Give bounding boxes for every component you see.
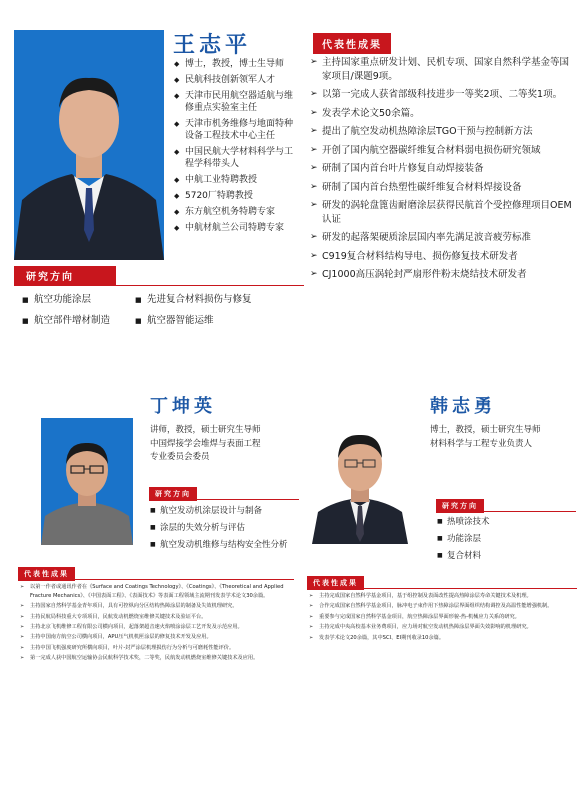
wang-direction-tag: 研究方向 [14,266,116,285]
han-achievement-underline [307,588,577,589]
han-name: 韩志勇 [430,396,496,417]
ding-direction-underline [149,499,299,500]
ding-direction-item: ■ 航空发动机涂层设计与制备 [150,505,310,517]
wang-info-item: ◆ 天津市民用航空器适航与维修重点实验室主任 [174,90,298,114]
wang-photo [14,30,164,260]
wang-info-item: ◆ 天津市机务维修与地面特种设备工程技术中心主任 [174,118,298,142]
wang-info-item: ◆ 东方航空机务特聘专家 [174,206,298,218]
wang-achievement-item: ➢ 主持国家重点研发计划、民机专项、国家自然科学基金等国家项目/课题9项。 [310,56,578,83]
ding-direction-item: ■ 航空发动机维修与结构安全性分析 [150,539,310,551]
han-achievement-item: ➢ 主持完成国家自然科学基金项目，基于组控制及表面改性提高热障涂层寿命关键技术及机理。 [309,592,579,601]
wang-info-item: ◆ 中国民航大学材料科学与工程学科带头人 [174,146,298,170]
ding-desc-line: 讲师，教授，硕士研究生导师 [150,425,261,435]
wang-info-list [174,58,298,238]
ding-achievement-item: ➢ 主持北京飞机维修工程有限公司横向项目，起落架超音速火焰喷涂涂层工艺开发及示范应用。 [20,623,298,632]
ding-achievement-item: ➢ 主持国家自然科学基金青年项目，具有可控纵向分区结构热障涂层的制备及失效机理研究。 [20,602,298,611]
wang-achievement-item: ➢ 研发的涡轮盘篦齿耐磨涂层获得民航首个受控修理项目OEM认证 [310,199,578,226]
han-desc-line: 博士，教授，硕士研究生导师 [430,425,541,435]
ding-achievement-underline [18,579,294,580]
ding-achievement-item: ➢ 主持民航局科技重大专项项目，民航发动机燃烧室维修关键技术及验证平台。 [20,613,298,622]
han-direction-item: ■ 复合材料 [437,550,577,562]
wang-info-item: ◆ 中航材航兰公司特聘专家 [174,222,298,234]
ding-desc-line: 中国焊接学会堆焊与表面工程 [150,438,261,449]
wang-achievement-item: ➢ 发表学术论文50余篇。 [310,107,578,121]
wang-achievement-item: ➢ 研发的起落架硬质涂层国内率先满足波音疲劳标准 [310,231,578,245]
han-direction-item: ■ 热喷涂技术 [437,516,577,528]
wang-achievement-item: ➢ 研制了国内首台叶片修复自动焊接装备 [310,162,578,176]
wang-info-item: ◆ 5720厂特聘教授 [174,190,298,202]
han-direction-item: ■ 功能涂层 [437,533,577,545]
han-direction-tag: 研究方向 [436,499,484,513]
han-direction-list [437,516,577,567]
ding-direction-tag: 研究方向 [149,487,197,501]
wang-info-item: ◆ 博士，教授，博士生导师 [174,58,298,70]
ding-achievement-item: ➢ 主持中国飞机强度研究所横向项目，叶片-封严涂层机理损伤行为分析与可磨耗性能评价。 [20,644,298,653]
ding-name: 丁坤英 [150,396,216,417]
wang-info-item: ◆ 中航工业特聘教授 [174,174,298,186]
wang-direction-list-left [22,294,132,327]
wang-achievement-item: ➢ 提出了航空发动机热障涂层TGO干预与控制新方法 [310,125,578,139]
ding-direction-list [150,505,310,556]
wang-direction-underline [14,285,304,286]
wang-achievement-item: ➢ C919复合材料结构导电、损伤修复技术研发者 [310,250,578,264]
ding-achievement-tag: 代表性成果 [18,567,75,581]
wang-name: 王志平 [173,33,252,58]
han-achievement-list [309,592,579,644]
wang-direction-item: ■ 航空部件增材制造 [22,315,132,327]
ding-achievement-list [20,583,298,665]
wang-info-item: ◆ 民航科技创新领军人才 [174,74,298,86]
ding-description [150,424,300,465]
wang-achievement-tag: 代表性成果 [313,33,391,54]
han-photo [312,412,408,544]
wang-achievement-item: ➢ 开创了国内航空器碳纤维复合材料弱电损伤研究领域 [310,144,578,158]
wang-achievement-list [310,56,578,287]
han-achievement-item: ➢ 主持完成中央高校基本业务费项目，应力场对航空发动机热障涂层界面失效影响的机理研究。 [309,623,579,632]
wang-achievement-item: ➢ 以第一完成人获省部级科技进步一等奖2项、二等奖1项。 [310,88,578,102]
ding-achievement-item: ➢ 主持中国南方航空公司横向项目，APU压气机机匣涂层的修复技术开发及应用。 [20,633,298,642]
ding-achievement-item: ➢ 第一完成人获中国航空运输协会民航科学技术奖，二等奖，民航发动机燃烧室维修关键技术及应用。 [20,654,298,663]
han-achievement-tag: 代表性成果 [307,576,364,590]
han-description [430,424,580,451]
wang-achievement-item: ➢ 研制了国内首台热塑性碳纤维复合材料焊接设备 [310,181,578,195]
han-achievement-item: ➢ 重要参与完成国家自然科学基金项目，航空热障涂层界面形貌-热-机械应力关系的研究。 [309,613,579,622]
han-achievement-item: ➢ 合作完成国家自然科学基金项目，脉冲电子束作用下热障涂层界面组织结构调控及高温性能增强机制。 [309,602,579,611]
ding-photo [41,418,133,545]
wang-direction-item: ■ 航空功能涂层 [22,294,132,306]
wang-direction-item: ■ 航空器智能运维 [135,315,295,327]
ding-desc-line: 专业委员会委员 [150,452,210,462]
ding-direction-item: ■ 涂层的失效分析与评估 [150,522,310,534]
han-achievement-item: ➢ 发表学术论文20余篇，其中SCI、EI期刊收录10余篇。 [309,634,579,643]
ding-achievement-item: ➢ 以第一作者或通讯作者在《Surface and Coatings Technology》、《Coatings》、《Theoretical and Applied Fracture Mechanics》、《中国表面工程》、《表面技术》等表面工程领域主流期刊发表学术论文30余篇。 [20,583,298,601]
wang-achievement-item: ➢ CJ1000高压涡轮封严扇形件粉末烧结技术研发者 [310,268,578,282]
han-direction-underline [436,511,576,512]
wang-direction-item: ■ 先进复合材料损伤与修复 [135,294,295,306]
wang-direction-list-right [135,294,295,327]
han-desc-line: 材料科学与工程专业负责人 [430,438,533,449]
